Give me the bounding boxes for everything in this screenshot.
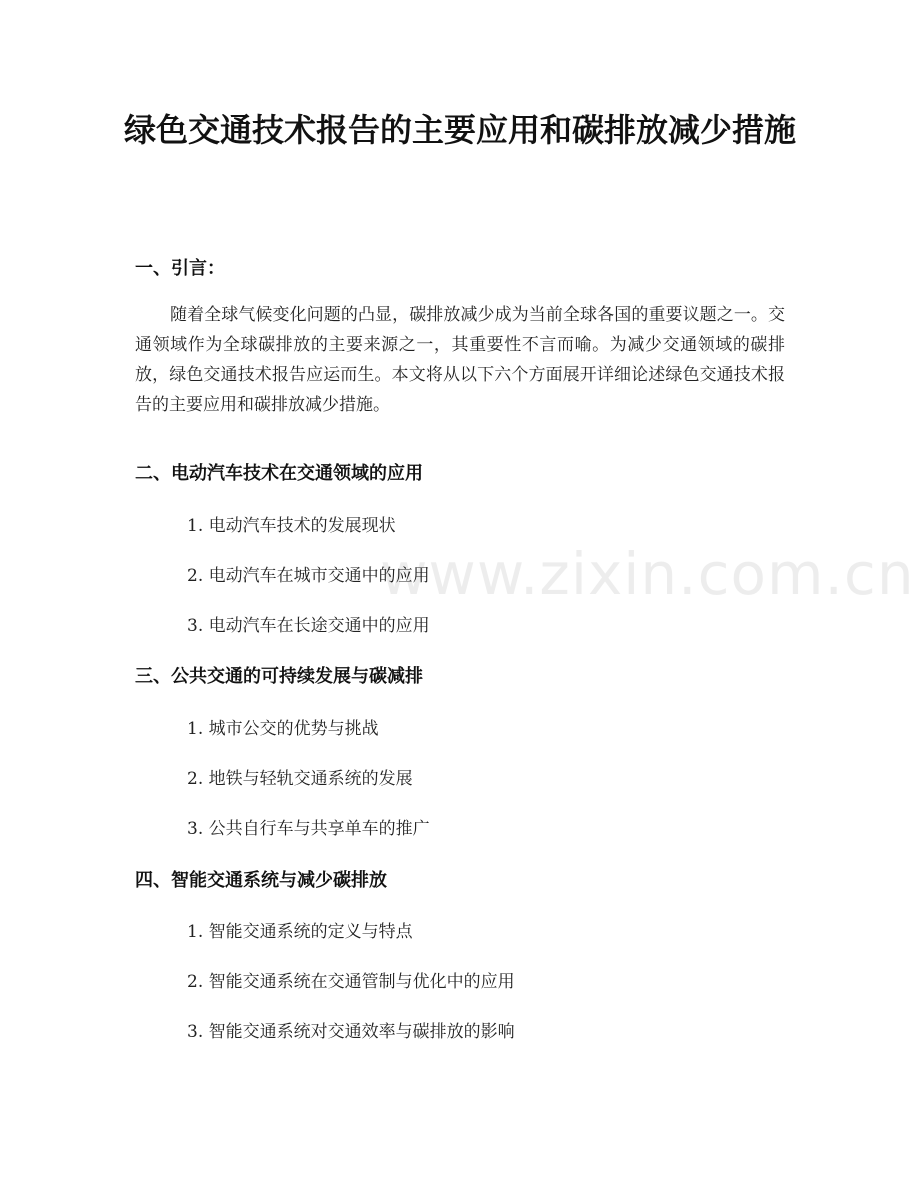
- list-item: 3. 公共自行车与共享单车的推广: [187, 819, 430, 839]
- list-item: 2. 电动汽车在城市交通中的应用: [187, 566, 430, 586]
- list-item: 1. 智能交通系统的定义与特点: [187, 922, 413, 942]
- list-item: 3. 电动汽车在长途交通中的应用: [187, 616, 430, 636]
- section-heading-public-transport: 三、公共交通的可持续发展与碳减排: [135, 666, 423, 687]
- section-heading-introduction: 一、引言：: [135, 258, 225, 279]
- watermark: www.zixin.com.cn: [380, 540, 915, 608]
- introduction-paragraph: 随着全球气候变化问题的凸显，碳排放减少成为当前全球各国的重要议题之一。交通领域作为全球碳排放的主要来源之一，其重要性不言而喻。为减少交通领域的碳排放，绿色交通技术报告应运而生。本文将从以下六个方面展开详细论述绿色交通技术报告的主要应用和碳排放减少措施。: [135, 305, 785, 415]
- list-item: 3. 智能交通系统对交通效率与碳排放的影响: [187, 1022, 515, 1042]
- list-item: 2. 智能交通系统在交通管制与优化中的应用: [187, 972, 515, 992]
- section-heading-electric-vehicles: 二、电动汽车技术在交通领域的应用: [135, 463, 423, 484]
- document-title: 绿色交通技术报告的主要应用和碳排放减少措施: [123, 111, 796, 149]
- section-heading-intelligent-transport: 四、智能交通系统与减少碳排放: [135, 870, 387, 891]
- list-item: 1. 城市公交的优势与挑战: [187, 719, 379, 739]
- list-item: 1. 电动汽车技术的发展现状: [187, 516, 396, 536]
- list-item: 2. 地铁与轻轨交通系统的发展: [187, 769, 413, 789]
